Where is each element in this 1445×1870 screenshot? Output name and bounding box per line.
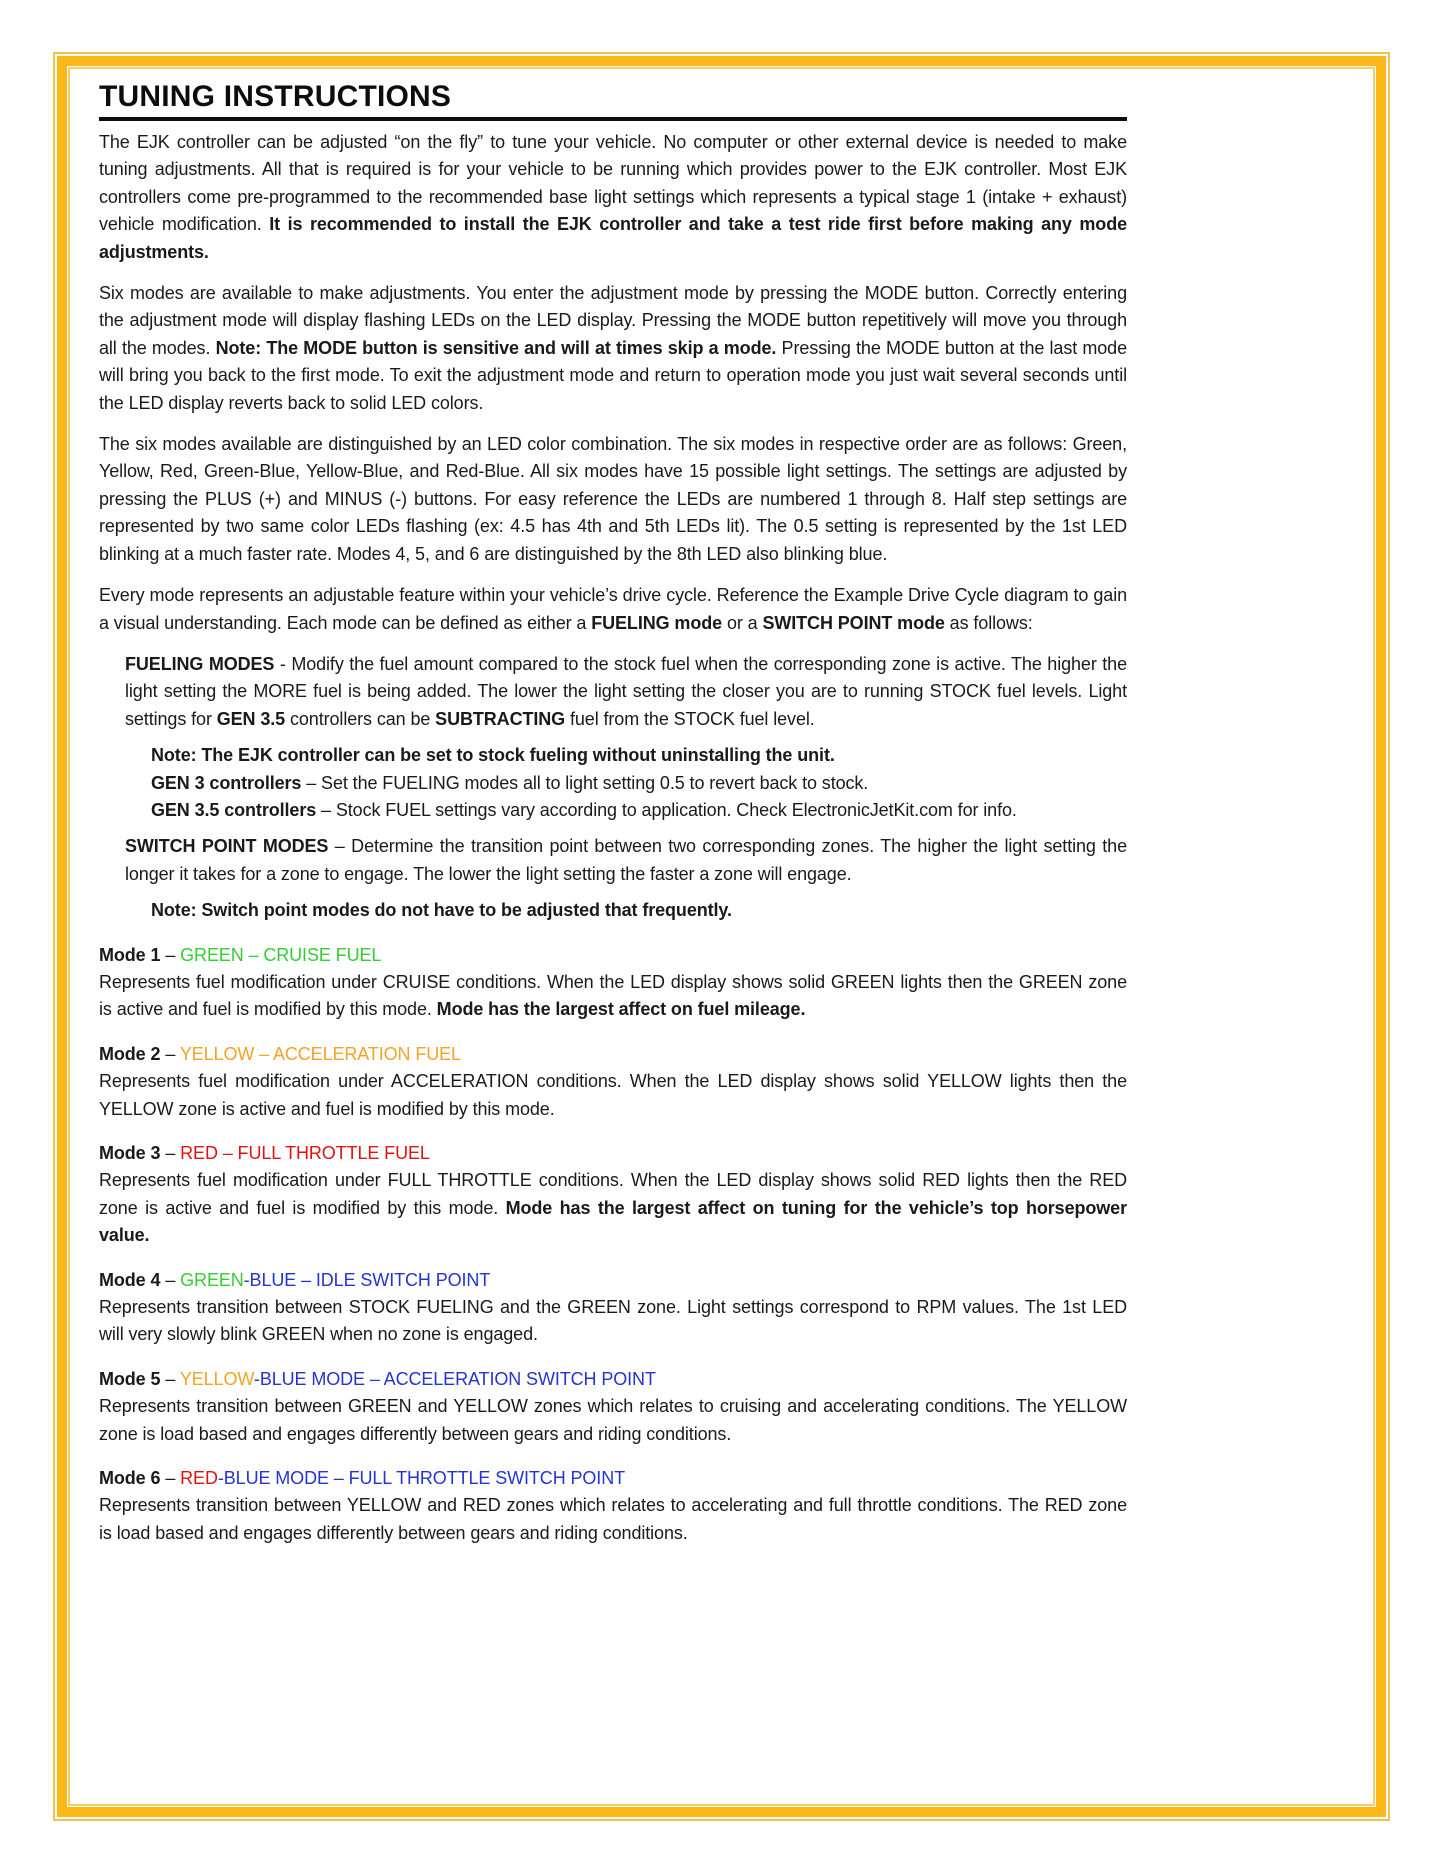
text-run: Represents transition between YELLOW and RED zones which relates to accelerating and full throttle conditions. The RED zone is load based and engages differently between gears and riding conditions.	[99, 1495, 1127, 1543]
text-run: - Modify the fuel amount compared to the stock fuel when the corresponding zone is active. The higher the light setting the MORE fuel is being added. The lower the light setting the closer you are to running STOCK fuel levels. Light settings for	[125, 653, 1127, 729]
text-run: RED	[180, 1468, 218, 1489]
text-run: SUBTRACTING	[435, 708, 566, 729]
text-run: Mode 3	[99, 1143, 161, 1163]
text-run: – Stock FUEL settings vary according to application. Check ElectronicJetKit.com for info.	[316, 799, 1017, 820]
text-run: The EJK controller can be adjusted “on the fly” to tune your vehicle. No computer or other external device is needed to make tuning adjustments. All that is required is for your vehicle to be running which provides power to the EJK controller. Most EJK controllers come pre-programmed to the recommended base light settings which represents a typical stage 1 (intake + exhaust) vehicle modification.	[99, 132, 1127, 235]
text-run: GEN 3.5 controllers	[151, 799, 317, 820]
mode-description	[99, 1294, 1127, 1349]
mode-description	[99, 1167, 1127, 1249]
mode-heading	[99, 1041, 1127, 1068]
definition-paragraph	[99, 833, 1127, 888]
text-run: GREEN	[180, 1269, 244, 1290]
text-run: – Set the FUELING modes all to light setting 0.5 to revert back to stock.	[301, 772, 869, 793]
note-line	[99, 897, 1127, 924]
text-run: RED – FULL THROTTLE FUEL	[180, 1143, 430, 1163]
document-body	[99, 129, 1127, 1547]
text-run: Note: Switch point modes do not have to be adjusted that frequently.	[151, 900, 732, 921]
text-run: Represents transition between GREEN and YELLOW zones which relates to cruising and accelerating conditions. The YELLOW zone is load based and engages differently between gears and riding conditions.	[99, 1396, 1127, 1444]
text-run: -BLUE MODE – FULL THROTTLE SWITCH POINT	[217, 1468, 626, 1489]
text-run: as follows:	[944, 612, 1033, 633]
text-run: The six modes available are distinguished by an LED color combination. The six modes in respective order are as follows: Green, Yellow, Red, Green-Blue, Yellow-Blue, and Red-Blue. All six modes have 15 possible light settings. The settings are adjusted by pressing the PLUS (+) and MINUS (-) buttons. For easy reference the LEDs are numbered 1 through 8. Half step settings are represented by two same color LEDs flashing (ex: 4.5 has 4th and 5th LEDs lit). The 0.5 setting is represented by the 1st LED blinking at a much faster rate. Modes 4, 5, and 6 are distinguished by the 8th LED also blinking blue.	[99, 434, 1127, 564]
text-run: or a	[722, 612, 763, 633]
text-run: – Determine the transition point between two corresponding zones. The higher the light setting the longer it takes for a zone to engage. The lower the light setting the faster a zone will engage.	[125, 836, 1127, 884]
text-run: fuel from the STOCK fuel level.	[565, 708, 815, 729]
page-border-frame	[53, 52, 1390, 1821]
page-border-band	[57, 56, 1386, 1817]
text-run: -BLUE MODE – ACCELERATION SWITCH POINT	[253, 1368, 656, 1389]
text-run: Mode 2	[99, 1043, 161, 1064]
text-run: –	[160, 944, 181, 965]
text-run: Mode 5	[99, 1368, 161, 1389]
definition-paragraph	[99, 651, 1127, 733]
text-run: Represents transition between STOCK FUELING and the GREEN zone. Light settings correspond to RPM values. The 1st LED will very slowly blink GREEN when no zone is engaged.	[99, 1297, 1127, 1345]
text-run: Represents fuel modification under CRUISE conditions. When the LED display shows solid GREEN lights then the GREEN zone is active and fuel is modified by this mode.	[99, 971, 1127, 1020]
page-title: TUNING INSTRUCTIONS	[99, 79, 1127, 121]
text-run: Mode has the largest affect on tuning for the vehicle’s top horsepower value.	[99, 1197, 1128, 1246]
text-run: Six modes are available to make adjustments. You enter the adjustment mode by pressing the MODE button. Correctly entering the adjustment mode will display flashing LEDs on the LED display. Pressing the MODE button repetitively will move you through all the modes.	[99, 283, 1127, 358]
text-run: –	[160, 1269, 181, 1290]
text-run: controllers can be	[285, 708, 436, 729]
mode-heading	[99, 1465, 1127, 1492]
note-line	[99, 797, 1127, 824]
text-run: GREEN – CRUISE FUEL	[180, 944, 382, 965]
text-run: GEN 3.5	[216, 708, 286, 729]
mode-description	[99, 1393, 1127, 1448]
mode-description	[99, 969, 1127, 1024]
mode-description	[99, 1492, 1127, 1547]
text-run: It is recommended to install the EJK controller and take a test ride first before making any mode adjustments.	[99, 214, 1127, 262]
mode-heading	[99, 1267, 1127, 1294]
mode-heading	[99, 942, 1127, 969]
page-content-area	[68, 67, 1375, 1806]
text-run: Note: The MODE button is sensitive and will at times skip a mode.	[215, 337, 777, 358]
text-run: YELLOW – ACCELERATION FUEL	[179, 1043, 461, 1064]
mode-heading	[99, 1366, 1127, 1393]
paragraph	[99, 431, 1127, 568]
text-run: –	[160, 1368, 180, 1389]
text-run: Mode 1	[99, 944, 161, 965]
mode-heading	[99, 1140, 1127, 1167]
paragraph	[99, 280, 1127, 417]
text-run: SWITCH POINT MODES	[125, 836, 329, 857]
text-run: –	[160, 1468, 181, 1489]
text-run: Every mode represents an adjustable feature within your vehicle’s drive cycle. Reference the Example Drive Cycle diagram to gain a visual understanding. Each mode can be defined as either a	[99, 585, 1127, 633]
paragraph	[99, 582, 1127, 637]
text-run: Mode 6	[99, 1468, 161, 1489]
text-run: Mode 4	[99, 1269, 161, 1290]
text-run: Represents fuel modification under ACCELERATION conditions. When the LED display shows solid YELLOW lights then the YELLOW zone is active and fuel is modified by this mode.	[99, 1071, 1127, 1119]
text-run: GEN 3 controllers	[151, 772, 302, 793]
text-run: YELLOW	[179, 1368, 254, 1389]
text-run: FUELING mode	[591, 612, 723, 633]
text-run: Pressing the MODE button at the last mode will bring you back to the first mode. To exit the adjustment mode and return to operation mode you just wait several seconds until the LED display reverts back to solid LED colors.	[99, 337, 1128, 413]
text-run: SWITCH POINT mode	[762, 612, 945, 633]
note-line	[99, 770, 1127, 797]
text-run: –	[160, 1043, 180, 1064]
text-run: Represents fuel modification under FULL THROTTLE conditions. When the LED display shows solid RED lights then the RED zone is active and fuel is modified by this mode.	[99, 1170, 1127, 1218]
paragraph	[99, 129, 1127, 266]
mode-description	[99, 1068, 1127, 1123]
text-run: FUELING MODES	[125, 653, 275, 674]
note-line	[99, 742, 1127, 769]
text-run: –	[160, 1143, 181, 1163]
text-run: Mode has the largest affect on fuel mileage.	[436, 999, 806, 1020]
text-run: Note: The EJK controller can be set to stock fueling without uninstalling the unit.	[151, 745, 835, 766]
text-run: -BLUE – IDLE SWITCH POINT	[243, 1269, 491, 1290]
